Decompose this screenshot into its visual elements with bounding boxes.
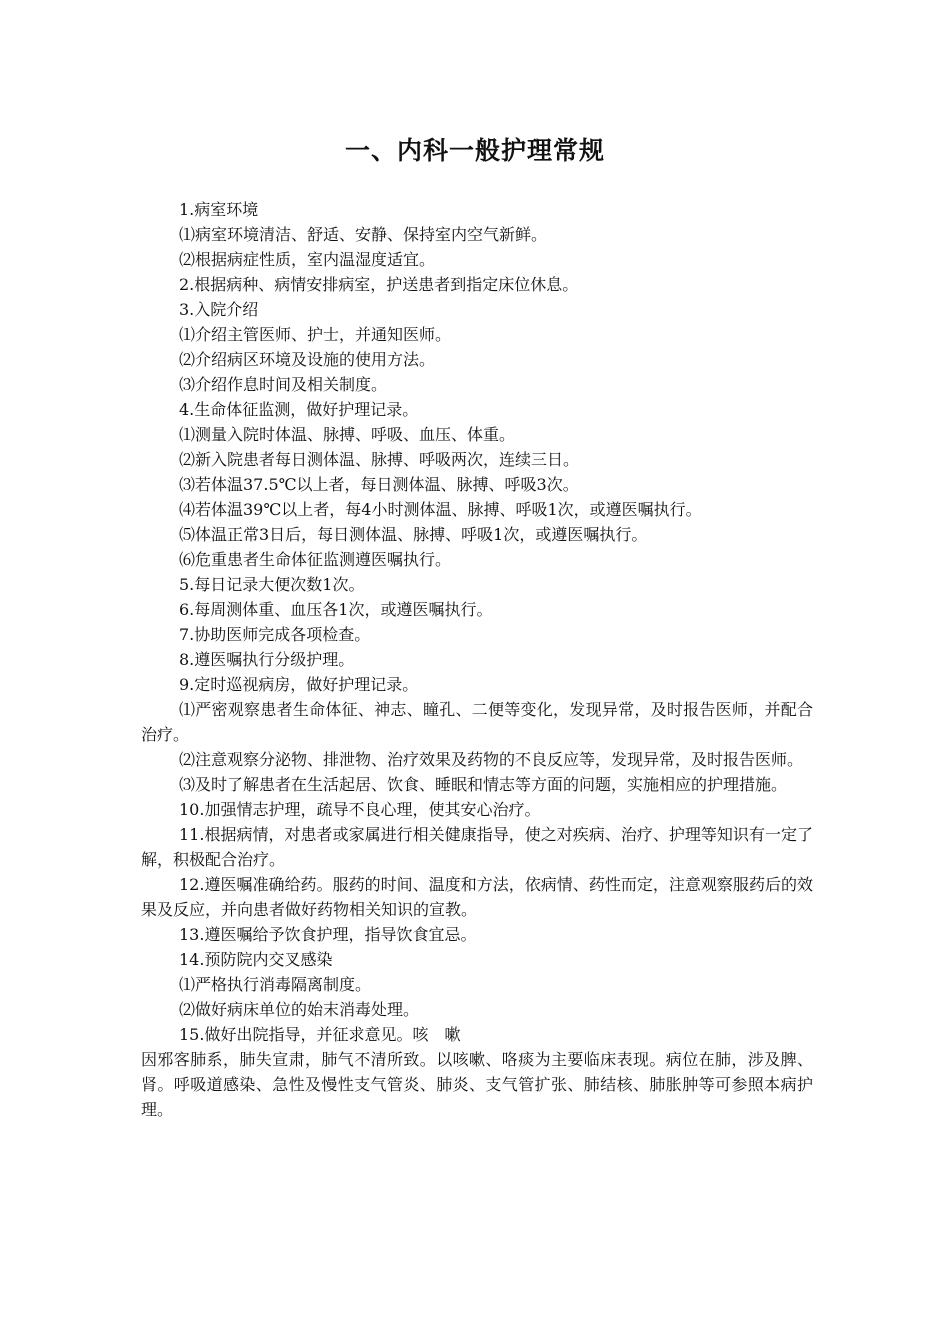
text-line: 3.入院介绍	[179, 300, 259, 319]
text-line: 6.每周测体重、血压各1次，或遵医嘱执行。	[179, 600, 493, 619]
text-line: 8.遵医嘱执行分级护理。	[179, 650, 355, 669]
closing-paragraph: 因邪客肺系，肺失宣肃，肺气不清所致。以咳嗽、咯痰为主要临床表现。病位在肺，涉及脾、肾。呼吸道感染、急性及慢性支气管炎、肺炎、支气管扩张、肺结核、肺胀肿等可参照本病护理。	[141, 1050, 813, 1119]
text-paragraph: ⑴严密观察患者生命体征、神志、瞳孔、二便等变化，发现异常，及时报告医师，并配合治疗。	[141, 700, 813, 744]
text-line: ⑵新入院患者每日测体温、脉搏、呼吸两次，连续三日。	[179, 450, 580, 469]
text-line: 1.病室环境	[179, 200, 259, 219]
page-title: 一、内科一般护理常规	[344, 136, 605, 165]
text-line: 7.协助医师完成各项检查。	[179, 625, 371, 644]
text-line: ⑴测量入院时体温、脉搏、呼吸、血压、体重。	[179, 425, 516, 444]
document-body	[141, 197, 813, 1122]
text-paragraph: 10.加强情志护理，疏导不良心理，使其安心治疗。	[179, 800, 541, 819]
text-line: 4.生命体征监测，做好护理记录。	[179, 400, 419, 419]
text-line: ⑷若体温39℃以上者，每4小时测体温、脉搏、呼吸1次，或遵医嘱执行。	[179, 500, 702, 519]
text-line: ⑴病室环境清洁、舒适、安静、保持室内空气新鲜。	[179, 225, 548, 244]
text-paragraph: ⑵注意观察分泌物、排泄物、治疗效果及药物的不良反应等，发现异常，及时报告医师。	[179, 750, 804, 769]
text-paragraph: 12.遵医嘱准确给药。服药的时间、温度和方法，依病情、药性而定，注意观察服药后的效果及反应，并向患者做好药物相关知识的宣教。	[141, 875, 813, 919]
text-line: ⑹危重患者生命体征监测遵医嘱执行。	[179, 550, 452, 569]
text-line: 9.定时巡视病房，做好护理记录。	[179, 675, 419, 694]
text-line: ⑵介绍病区环境及设施的使用方法。	[179, 350, 436, 369]
text-paragraph: ⑶及时了解患者在生活起居、饮食、睡眠和情志等方面的问题，实施相应的护理措施。	[179, 775, 788, 794]
text-paragraph: 11.根据病情，对患者或家属进行相关健康指导，使之对疾病、治疗、护理等知识有一定了解，积极配合治疗。	[141, 825, 813, 869]
text-line: ⑶若体温37.5℃以上者，每日测体温、脉搏、呼吸3次。	[179, 475, 579, 494]
text-line: 2.根据病种、病情安排病室，护送患者到指定床位休息。	[179, 275, 579, 294]
text-line: 13.遵医嘱给予饮食护理，指导饮食宜忌。	[179, 925, 477, 944]
text-line: 5.每日记录大便次数1次。	[179, 575, 365, 594]
text-line: ⑸体温正常3日后，每日测体温、脉搏、呼吸1次，或遵医嘱执行。	[179, 525, 648, 544]
text-line: ⑴严格执行消毒隔离制度。	[179, 975, 372, 994]
text-line: ⑶介绍作息时间及相关制度。	[179, 375, 388, 394]
text-line: 15.做好出院指导，并征求意见。咳 嗽	[179, 1025, 461, 1044]
text-line: 14.预防院内交叉感染	[179, 950, 333, 969]
text-line: ⑵做好病床单位的始末消毒处理。	[179, 1000, 420, 1019]
text-line: ⑵根据病症性质，室内温湿度适宜。	[179, 250, 436, 269]
text-line: ⑴介绍主管医师、护士，并通知医师。	[179, 325, 452, 344]
